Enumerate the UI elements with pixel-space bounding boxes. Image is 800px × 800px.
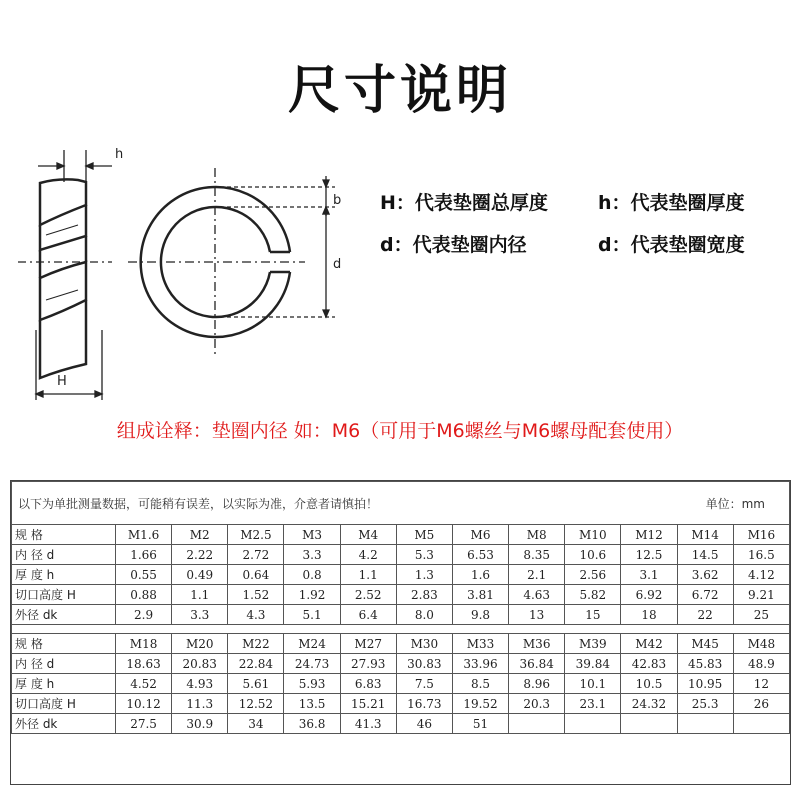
table-cell: M20 xyxy=(172,634,228,654)
table-cell: 1.66 xyxy=(116,545,172,565)
table-cell: 2.9 xyxy=(116,605,172,625)
caption-text: 以下为单批测量数据，可能稍有误差，以实际为准，介意者请慎拍！ xyxy=(18,496,379,511)
legend-d-width: d：代表垫圈宽度 xyxy=(598,234,745,256)
table-cell: 26 xyxy=(733,694,789,714)
table-row xyxy=(12,525,790,545)
table-cell: M45 xyxy=(677,634,733,654)
washer-side-view xyxy=(18,150,112,400)
table-cell: 20.3 xyxy=(509,694,565,714)
table-cell: 2.83 xyxy=(396,585,452,605)
table-cell: 6.92 xyxy=(621,585,677,605)
table-cell xyxy=(677,714,733,734)
row-label: 厚 度 h xyxy=(12,565,116,585)
table-row xyxy=(12,634,790,654)
table-cell: 4.2 xyxy=(340,545,396,565)
table-cell: 1.92 xyxy=(284,585,340,605)
table-cell: 8.96 xyxy=(509,674,565,694)
table-cell: 12 xyxy=(733,674,789,694)
row-label: 规 格 xyxy=(12,634,116,654)
table-cell: M30 xyxy=(396,634,452,654)
row-label: 切口高度 H xyxy=(12,585,116,605)
table-cell: 5.61 xyxy=(228,674,284,694)
table-cell: 51 xyxy=(452,714,508,734)
table-cell: 19.52 xyxy=(452,694,508,714)
table-cell xyxy=(565,714,621,734)
washer-diagram xyxy=(0,140,800,415)
table-cell: M1.6 xyxy=(116,525,172,545)
table-cell: M4 xyxy=(340,525,396,545)
table-cell: 2.1 xyxy=(509,565,565,585)
table-cell: 4.63 xyxy=(509,585,565,605)
table-cell: 24.73 xyxy=(284,654,340,674)
unit-label: 单位：mm xyxy=(705,496,765,511)
table-caption xyxy=(12,482,790,525)
table-cell: 45.83 xyxy=(677,654,733,674)
table-cell: 5.82 xyxy=(565,585,621,605)
table-cell: 0.49 xyxy=(172,565,228,585)
table-cell: M6 xyxy=(452,525,508,545)
table-cell xyxy=(509,714,565,734)
table-cell: 3.3 xyxy=(172,605,228,625)
table-row xyxy=(12,545,790,565)
table-cell: 5.93 xyxy=(284,674,340,694)
table-cell: M42 xyxy=(621,634,677,654)
table-cell: 12.52 xyxy=(228,694,284,714)
table-cell: 6.4 xyxy=(340,605,396,625)
table-cell: M8 xyxy=(509,525,565,545)
table-cell: 4.52 xyxy=(116,674,172,694)
table-cell: 10.6 xyxy=(565,545,621,565)
table-cell: 41.3 xyxy=(340,714,396,734)
table-cell: 3.1 xyxy=(621,565,677,585)
table-cell: 18 xyxy=(621,605,677,625)
table-cell: 9.8 xyxy=(452,605,508,625)
table-cell: 15 xyxy=(565,605,621,625)
row-label: 规 格 xyxy=(12,525,116,545)
table-row xyxy=(12,714,790,734)
spec-table xyxy=(10,480,791,785)
table-cell: 1.3 xyxy=(396,565,452,585)
table-cell: 22.84 xyxy=(228,654,284,674)
table-cell: 8.5 xyxy=(452,674,508,694)
table-row xyxy=(12,585,790,605)
table-cell: 42.83 xyxy=(621,654,677,674)
table-cell xyxy=(733,714,789,734)
table-cell: M36 xyxy=(509,634,565,654)
composition-note: 组成诠释：垫圈内径 如：M6（可用于M6螺丝与M6螺母配套使用） xyxy=(116,420,684,442)
table-cell: M24 xyxy=(284,634,340,654)
table-cell: 0.55 xyxy=(116,565,172,585)
table-cell: 23.1 xyxy=(565,694,621,714)
table-cell: 10.95 xyxy=(677,674,733,694)
table-cell: 2.72 xyxy=(228,545,284,565)
table-gap-cell xyxy=(12,625,790,634)
table-cell: 48.9 xyxy=(733,654,789,674)
table-cell: M10 xyxy=(565,525,621,545)
table-cell: 30.83 xyxy=(396,654,452,674)
table-cell: 12.5 xyxy=(621,545,677,565)
table-cell: 27.93 xyxy=(340,654,396,674)
table-cell: M2 xyxy=(172,525,228,545)
table-cell: 2.52 xyxy=(340,585,396,605)
table-cell: 1.1 xyxy=(340,565,396,585)
spec-table-grid xyxy=(11,481,790,734)
washer-front-view xyxy=(128,168,335,358)
table-cell: 18.63 xyxy=(116,654,172,674)
table-cell: 6.72 xyxy=(677,585,733,605)
table-cell: M27 xyxy=(340,634,396,654)
table-cell: 11.3 xyxy=(172,694,228,714)
table-cell: 3.81 xyxy=(452,585,508,605)
table-cell: 36.8 xyxy=(284,714,340,734)
table-cell: 6.53 xyxy=(452,545,508,565)
label-H: H xyxy=(57,374,67,389)
table-cell: 0.64 xyxy=(228,565,284,585)
table-row xyxy=(12,605,790,625)
table-cell: 3.62 xyxy=(677,565,733,585)
row-label: 内 径 d xyxy=(12,654,116,674)
table-cell: M18 xyxy=(116,634,172,654)
table-cell: 1.1 xyxy=(172,585,228,605)
table-cell: 10.12 xyxy=(116,694,172,714)
table-cell: 2.22 xyxy=(172,545,228,565)
table-cell: 4.93 xyxy=(172,674,228,694)
table-cell: 25 xyxy=(733,605,789,625)
table-cell: M33 xyxy=(452,634,508,654)
table-cell: M2.5 xyxy=(228,525,284,545)
table-cell: 2.56 xyxy=(565,565,621,585)
table-cell: M39 xyxy=(565,634,621,654)
table-cell: 1.52 xyxy=(228,585,284,605)
table-cell: M12 xyxy=(621,525,677,545)
table-cell: 6.83 xyxy=(340,674,396,694)
table-cell: 39.84 xyxy=(565,654,621,674)
table-cell: M3 xyxy=(284,525,340,545)
legend-H: H：代表垫圈总厚度 xyxy=(380,192,548,214)
table-cell: 16.5 xyxy=(733,545,789,565)
table-cell: M16 xyxy=(733,525,789,545)
table-cell: 10.1 xyxy=(565,674,621,694)
table-cell: 25.3 xyxy=(677,694,733,714)
table-cell: 24.32 xyxy=(621,694,677,714)
table-cell: 10.5 xyxy=(621,674,677,694)
page-title: 尺寸说明 xyxy=(287,61,512,121)
row-label: 内 径 d xyxy=(12,545,116,565)
table-cell: 27.5 xyxy=(116,714,172,734)
table-row xyxy=(12,565,790,585)
table-cell: 7.5 xyxy=(396,674,452,694)
table-cell: 33.96 xyxy=(452,654,508,674)
table-gap-row xyxy=(12,625,790,634)
row-label: 外径 dk xyxy=(12,605,116,625)
table-cell: 13 xyxy=(509,605,565,625)
table-row xyxy=(12,674,790,694)
table-cell: 4.12 xyxy=(733,565,789,585)
table-cell: M48 xyxy=(733,634,789,654)
table-row xyxy=(12,694,790,714)
table-cell: 30.9 xyxy=(172,714,228,734)
table-cell: 13.5 xyxy=(284,694,340,714)
table-cell: 0.8 xyxy=(284,565,340,585)
table-cell: 8.35 xyxy=(509,545,565,565)
label-b: b xyxy=(333,193,342,208)
table-cell: 5.1 xyxy=(284,605,340,625)
table-cell: 14.5 xyxy=(677,545,733,565)
table-cell: 36.84 xyxy=(509,654,565,674)
table-cell: M22 xyxy=(228,634,284,654)
table-cell: 3.3 xyxy=(284,545,340,565)
row-label: 切口高度 H xyxy=(12,694,116,714)
legend-d-inner: d：代表垫圈内径 xyxy=(380,234,527,256)
label-h-small: h xyxy=(115,147,124,162)
table-cell: 46 xyxy=(396,714,452,734)
table-cell: 20.83 xyxy=(172,654,228,674)
table-cell: 15.21 xyxy=(340,694,396,714)
table-cell: 0.88 xyxy=(116,585,172,605)
table-cell: 5.3 xyxy=(396,545,452,565)
table-cell: 34 xyxy=(228,714,284,734)
table-cell: 4.3 xyxy=(228,605,284,625)
table-row xyxy=(12,654,790,674)
table-cell xyxy=(621,714,677,734)
table-cell: 1.6 xyxy=(452,565,508,585)
table-cell: 16.73 xyxy=(396,694,452,714)
table-cell: 9.21 xyxy=(733,585,789,605)
table-cell: M14 xyxy=(677,525,733,545)
legend-h: h：代表垫圈厚度 xyxy=(598,192,745,214)
table-cell: M5 xyxy=(396,525,452,545)
table-cell: 8.0 xyxy=(396,605,452,625)
row-label: 厚 度 h xyxy=(12,674,116,694)
table-cell: 22 xyxy=(677,605,733,625)
row-label: 外径 dk xyxy=(12,714,116,734)
label-d: d xyxy=(333,257,342,272)
